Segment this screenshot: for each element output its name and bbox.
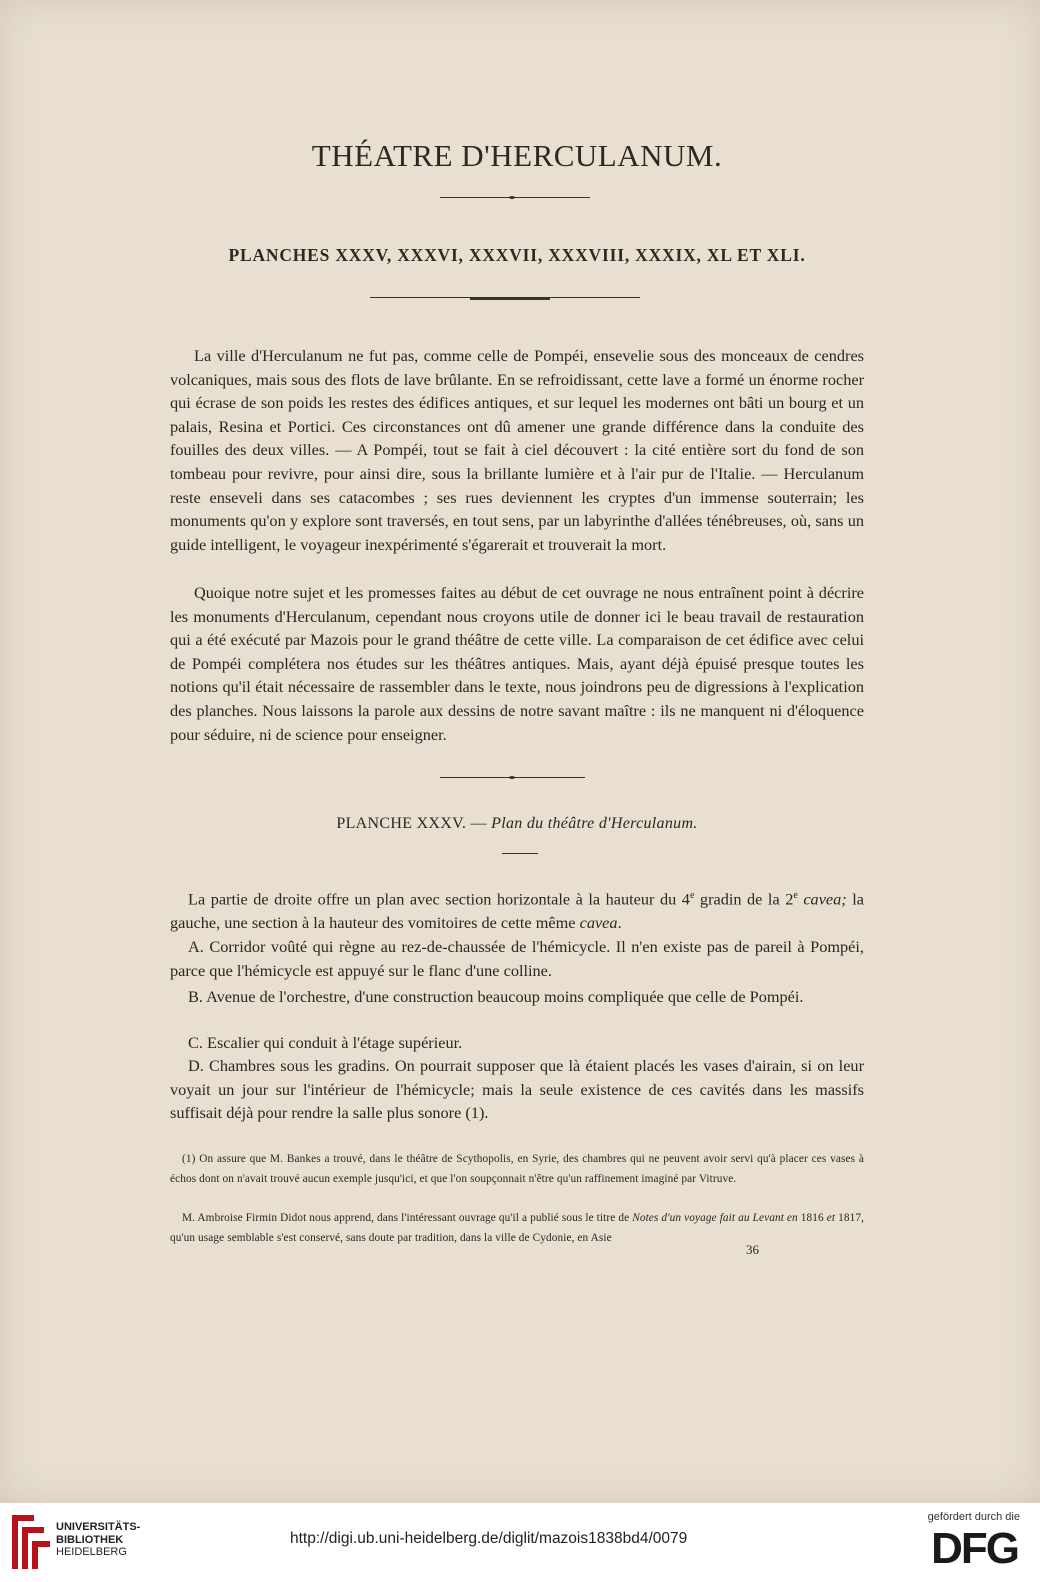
legend-item-a: A. Corridor voûté qui règne au rez-de-chaussée de l'hémicycle. Il n'en existe pas de pareil à Pompéi, parce que l'hémicycle est appuyé sur le flanc d'une colline. — [170, 937, 864, 980]
intro-paragraph: La ville d'Herculanum ne fut pas, comme celle de Pompéi, ensevelie sous des monceaux de cendres volcaniques, mais sous des flots de lave brûlante. En se refroidissant, cette lave a formé un énorme rocher qui écrase de son poids les restes des édifices antiques, et sur lequel les modernes ont bâti un bourg et un palais, Resina et Portici. Ces circonstances ont dû amener une grande différence dans la conduite des fouilles des deux villes. — A Pompéi, tout se fait à ciel découvert : la cité entière sort du fond de son tombeau pour revivre, pour ainsi dire, sous la brillante lumière et à l'air pur de l'Italie. — Herculanum reste enseveli dans ses catacombes ; ses rues deviennent les cryptes d'un immense souterrain; les monuments qu'on y explore sont traversés, en tout sens, par un labyrinthe d'allées ténébreuses, où, sans un guide intelligent, le voyageur inexpérimenté s'égarerait et trouverait la mort. — [170, 346, 864, 554]
legend-item-c: C. Escalier qui conduit à l'étage supérieur. — [188, 1033, 463, 1052]
plate-heading — [170, 815, 864, 833]
legend-item-b: B. Avenue de l'orchestre, d'une construction beaucoup moins compliquée que celle de Pompéi. — [188, 987, 804, 1006]
legend-item-d: D. Chambres sous les gradins. On pourrait supposer que là étaient placés les vases d'airain, si on leur voyait un jour sur l'intérieur de l'hémicycle; mais la seule existence de ces cavités dans les massifs suffisait déjà pour rendre la salle plus sonore (1). — [170, 1056, 864, 1123]
page-title: THÉATRE D'HERCULANUM. — [311, 138, 723, 173]
page-number: 36 — [746, 1242, 759, 1257]
legend-intro: La partie de droite offre un plan avec section horizontale à la hauteur du 4e gradin de la 2e cavea; la gauche, une section à la hauteur des vomitoires de cette même cavea. — [170, 889, 864, 933]
library-name: UNIVERSITÄTS- BIBLIOTHEK HEIDELBERG — [56, 1521, 141, 1558]
footer-bar — [0, 1503, 1040, 1582]
plate-caption: Plan du théâtre d'Herculanum. — [491, 815, 698, 832]
footnote-2: M. Ambroise Firmin Didot nous apprend, dans l'intéressant ouvrage qu'il a publié sous le titre de Notes d'un voyage fait au Levant en 1816 et 1817, qu'un usage semblable s'est conservé, sans doute par tradition, dans la ville de Cydonie, en Asie — [170, 1212, 865, 1244]
dfg-logo: DFG — [931, 1524, 1018, 1573]
funded-by-label: gefördert durch die — [927, 1511, 1020, 1523]
page-subtitle: PLANCHES XXXV, XXXVI, XXXVII, XXXVIII, XXXIX, XL ET XLI. — [228, 245, 806, 265]
intro-paragraph: Quoique notre sujet et les promesses faites au début de cet ouvrage ne nous entraînent point à décrire les monuments d'Herculanum, cependant nous croyons utile de donner ici le beau travail de restauration qui a été exécuté par Mazois pour le grand théâtre de cette ville. La comparaison de cet édifice avec celui de Pompéi complétera nos études sur les théâtres antiques. Mais, ayant déjà épuisé presque toutes les notions qu'il était nécessaire de rassembler dans le texte, nous joindrons peu de digressions à l'explication des planches. Nous laissons la parole aux dessins de notre savant maître : ils ne manquent ni d'éloquence pour séduire, ni de science pour enseigner. — [170, 583, 864, 744]
footnote-1: (1) On assure que M. Bankes a trouvé, dans le théâtre de Scythopolis, en Syrie, des chambres qui ne peuvent avoir servi qu'à placer ces vases à échos dont on n'avait trouvé aucun exemple jusqu'ici, et que l'on soupçonnait n'être qu'un raffinement imaginé par Vitruve. — [170, 1153, 864, 1185]
ornament-rule — [440, 197, 590, 198]
ornament-dot — [509, 776, 515, 779]
ornament-rule — [470, 298, 550, 300]
ornament-dot — [509, 196, 515, 199]
plate-label: PLANCHE XXXV. — — [336, 815, 487, 832]
permalink-url[interactable]: http://digi.ub.uni-heidelberg.de/diglit/mazois1838bd4/0079 — [290, 1530, 688, 1547]
short-rule — [502, 853, 538, 854]
heidelberg-logo-icon — [8, 1513, 52, 1571]
